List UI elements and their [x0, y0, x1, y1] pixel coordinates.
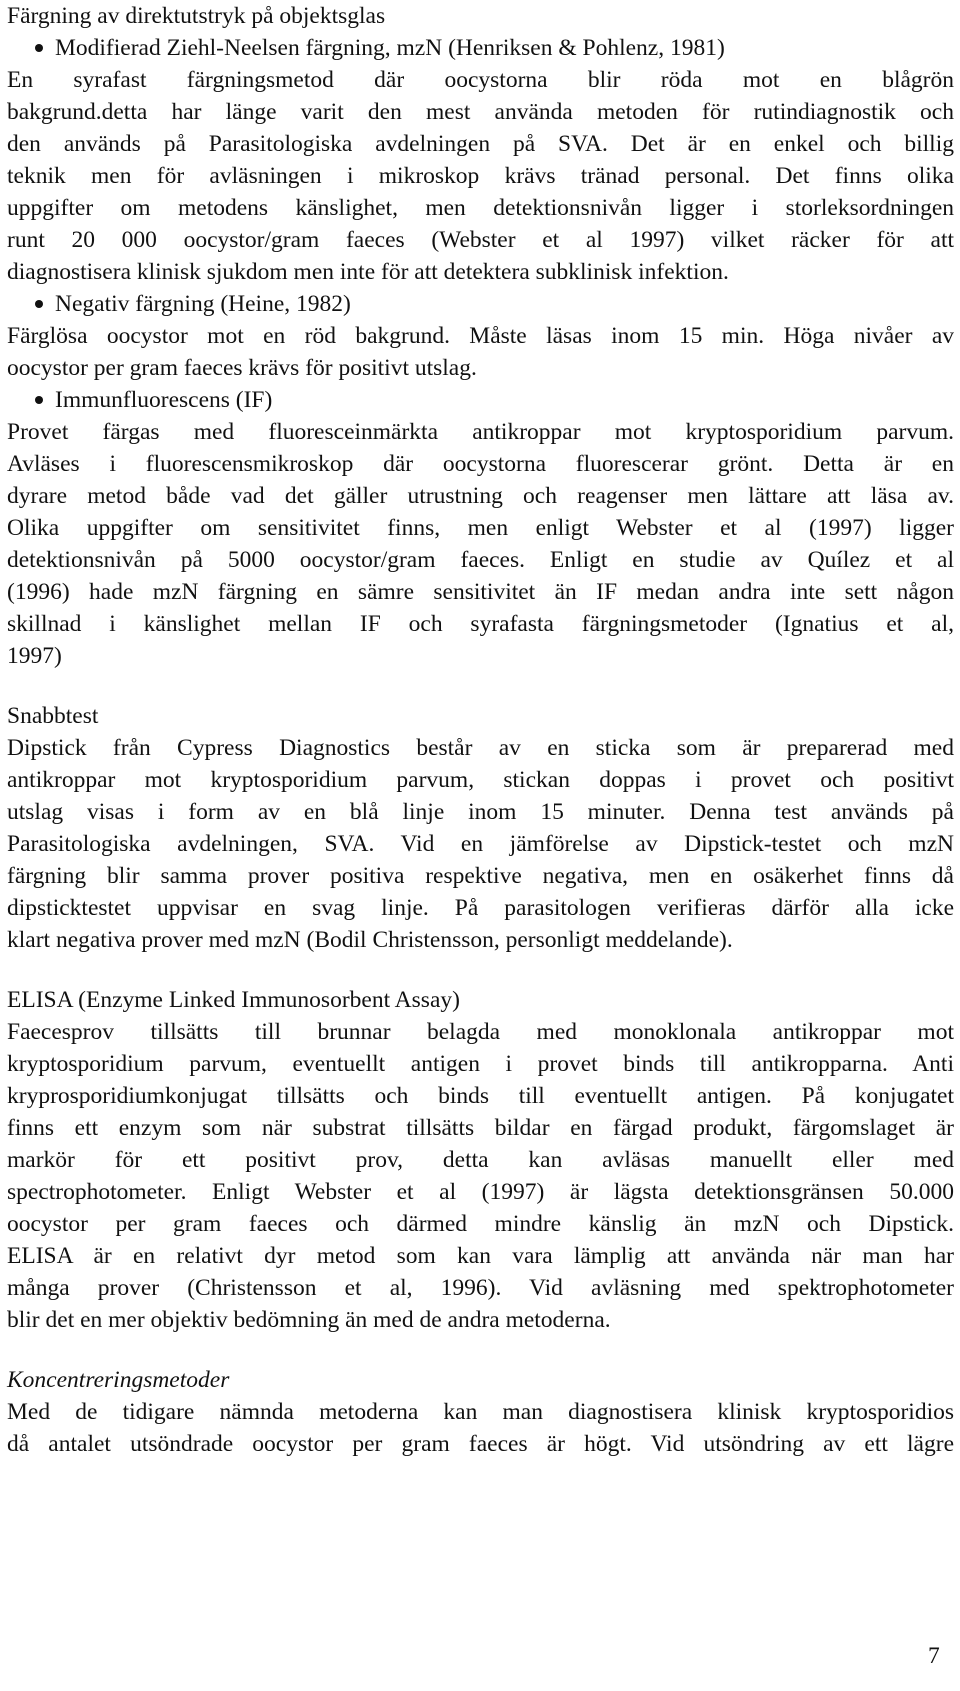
paragraph-line: bakgrund.detta har länge varit den mest använda metoden för rutindiagnostik och — [7, 99, 954, 125]
paragraph-line: oocystor per gram faeces krävs för positivt utslag. — [7, 355, 477, 381]
paragraph-line: runt 20 000 oocystor/gram faeces (Webster et al 1997) vilket räcker för att — [7, 227, 954, 253]
paragraph-line: antikroppar mot kryptosporidium parvum, stickan doppas i provet och positivt — [7, 767, 954, 793]
paragraph-line: spectrophotometer. Enligt Webster et al (1997) är lägsta detektionsgränsen 50.000 — [7, 1179, 954, 1205]
paragraph-line: Provet färgas med fluoresceinmärkta antikroppar mot kryptosporidium parvum. — [7, 419, 954, 445]
paragraph-line: oocystor per gram faeces och därmed mindre känslig än mzN och Dipstick. — [7, 1211, 954, 1237]
paragraph-line: ELISA är en relativt dyr metod som kan vara lämplig att använda när man har — [7, 1243, 954, 1269]
paragraph-line: uppgifter om metodens känslighet, men detektionsnivån ligger i storleksordningen — [7, 195, 954, 221]
bullet-item: Negativ färgning (Heine, 1982) — [55, 291, 351, 317]
bullet-icon — [35, 300, 43, 308]
section-heading: ELISA (Enzyme Linked Immunosorbent Assay) — [7, 987, 460, 1013]
paragraph-line: En syrafast färgningsmetod där oocystorna blir röda mot en blågrön — [7, 67, 954, 93]
paragraph-line: färgning blir samma prover positiva respektive negativa, men en osäkerhet finns då — [7, 863, 954, 889]
paragraph-line: klart negativa prover med mzN (Bodil Christensson, personligt meddelande). — [7, 927, 733, 953]
paragraph-line: (1996) hade mzN färgning en sämre sensitivitet än IF medan andra inte sett någon — [7, 579, 954, 605]
paragraph-line: kryptosporidium parvum, eventuellt antigen i provet binds till antikropparna. Anti — [7, 1051, 954, 1077]
bullet-icon — [35, 44, 43, 52]
paragraph-line: teknik men för avläsningen i mikroskop krävs tränad personal. Det finns olika — [7, 163, 954, 189]
paragraph-line: kryprosporidiumkonjugat tillsätts och binds till eventuellt antigen. På konjugatet — [7, 1083, 954, 1109]
section-heading: Färgning av direktutstryk på objektsglas — [7, 3, 386, 29]
paragraph-line: utslag visas i form av en blå linje inom 15 minuter. Denna test används på — [7, 799, 954, 825]
paragraph-line: Med de tidigare nämnda metoderna kan man diagnostisera klinisk kryptosporidios — [7, 1399, 954, 1425]
paragraph-line: dyrare metod både vad det gäller utrustning och reagenser men lättare att läsa av. — [7, 483, 954, 509]
paragraph-line: skillnad i känslighet mellan IF och syrafasta färgningsmetoder (Ignatius et al, — [7, 611, 954, 637]
paragraph-line: den används på Parasitologiska avdelningen på SVA. Det är en enkel och billig — [7, 131, 954, 157]
paragraph-line: då antalet utsöndrade oocystor per gram faeces är högt. Vid utsöndring av ett lägre — [7, 1431, 954, 1457]
paragraph-line: detektionsnivån på 5000 oocystor/gram faeces. Enligt en studie av Quílez et al — [7, 547, 954, 573]
paragraph-line: diagnostisera klinisk sjukdom men inte för att detektera subklinisk infektion. — [7, 259, 729, 285]
paragraph-line: blir det en mer objektiv bedömning än med de andra metoderna. — [7, 1307, 611, 1333]
page-number: 7 — [928, 1643, 940, 1669]
paragraph-line: finns ett enzym som när substrat tillsätts bildar en färgad produkt, färgomslaget är — [7, 1115, 954, 1141]
paragraph-line: Färglösa oocystor mot en röd bakgrund. Måste läsas inom 15 min. Höga nivåer av — [7, 323, 954, 349]
paragraph-line: Avläses i fluorescensmikroskop där oocystorna fluorescerar grönt. Detta är en — [7, 451, 954, 477]
paragraph-line: markör för ett positivt prov, detta kan avläsas manuellt eller med — [7, 1147, 954, 1173]
section-heading: Koncentreringsmetoder — [7, 1367, 230, 1393]
bullet-item: Immunfluorescens (IF) — [55, 387, 273, 413]
paragraph-line: Faecesprov tillsätts till brunnar belagda med monoklonala antikroppar mot — [7, 1019, 954, 1045]
paragraph-line: Olika uppgifter om sensitivitet finns, men enligt Webster et al (1997) ligger — [7, 515, 954, 541]
bullet-item: Modifierad Ziehl-Neelsen färgning, mzN (Henriksen & Pohlenz, 1981) — [55, 35, 725, 61]
paragraph-line: många prover (Christensson et al, 1996). Vid avläsning med spektrophotometer — [7, 1275, 954, 1301]
paragraph-line: dipsticktestet uppvisar en svag linje. På parasitologen verifieras därför alla icke — [7, 895, 954, 921]
paragraph-line: Parasitologiska avdelningen, SVA. Vid en jämförelse av Dipstick-testet och mzN — [7, 831, 954, 857]
paragraph-line: 1997) — [7, 643, 62, 669]
section-heading: Snabbtest — [7, 703, 99, 729]
bullet-icon — [35, 396, 43, 404]
paragraph-line: Dipstick från Cypress Diagnostics består av en sticka som är preparerad med — [7, 735, 954, 761]
